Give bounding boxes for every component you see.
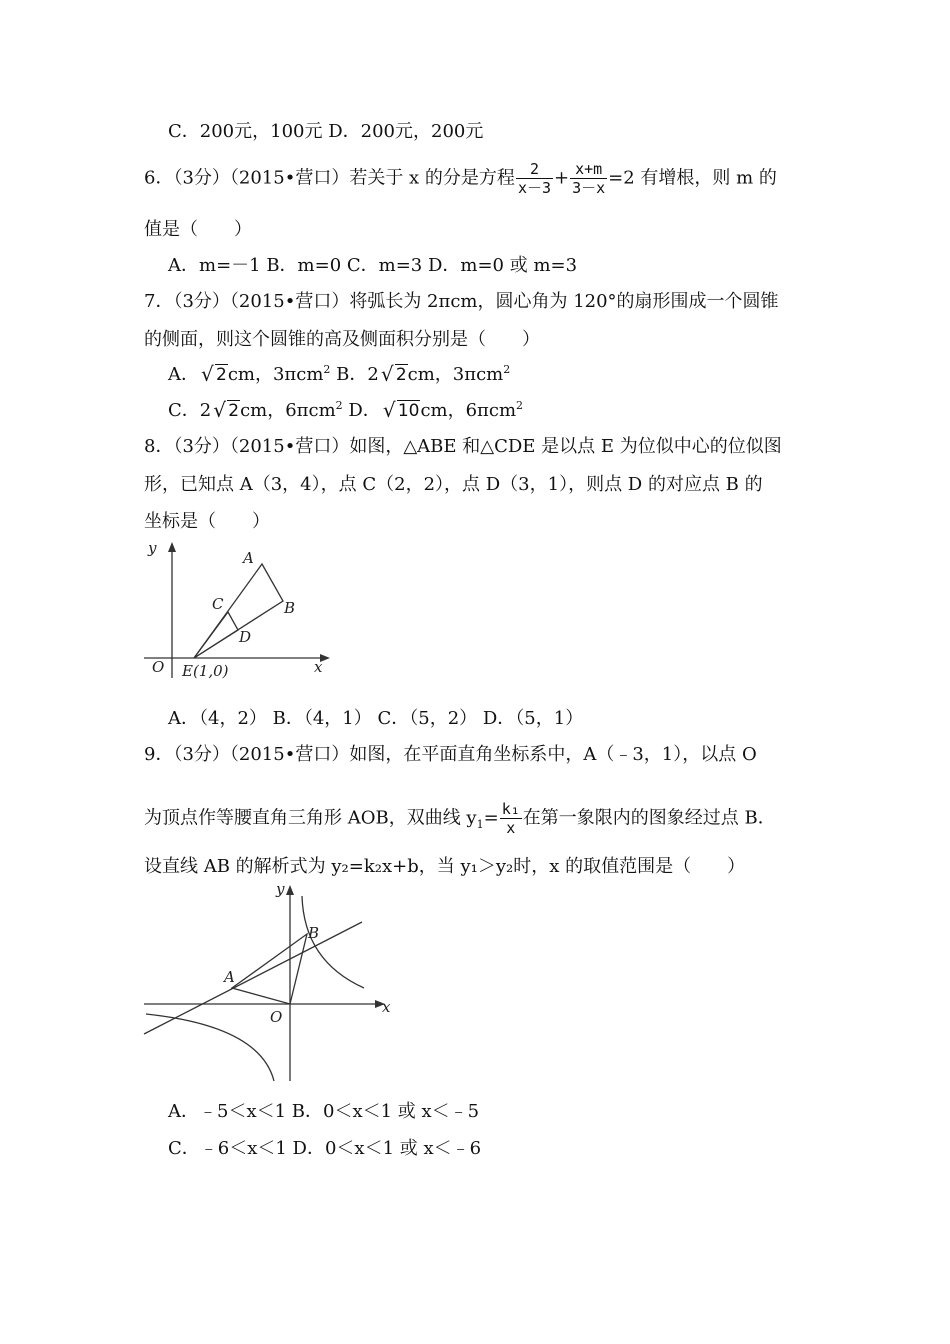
y-axis-arrow-icon — [168, 542, 176, 552]
label-y: y — [148, 539, 157, 557]
sqrt-icon: √ 2 — [380, 362, 407, 386]
label-c: C — [212, 595, 224, 613]
q9-stem-line1: 9．（3分）（2015•营口）如图，在平面直角坐标系中，A（﹣3，1），以点 O — [144, 744, 757, 765]
q9-figure — [140, 876, 400, 1086]
label-b: B — [284, 599, 296, 617]
label-o: O — [152, 658, 165, 676]
label-o: O — [270, 1008, 283, 1026]
y-axis-arrow-icon — [286, 885, 294, 895]
label-e: E(1,0) — [182, 662, 229, 680]
hyperbola-branch-1 — [302, 896, 364, 988]
hyperbola-branch-3 — [146, 1014, 274, 1081]
q6-stem-line2: 值是（ ） — [144, 219, 252, 240]
label-x: x — [314, 658, 323, 676]
triangle-cde — [194, 612, 238, 658]
sqrt-icon: √ 10 — [382, 398, 420, 422]
q8-stem-line1: 8．（3分）（2015•营口）如图，△ABE 和△CDE 是以点 E 为位似中心的位似图 — [144, 436, 782, 457]
q6-fraction-1: $\frac{2}{x-3}$ — [517, 160, 551, 197]
q8-stem-line2: 形，已知点 A（3，4），点 C（2，2），点 D（3，1），则点 D 的对应点 B 的 — [144, 474, 763, 495]
q9-stem-line2: 为顶点作等腰直角三角形 AOB，双曲线 $y_1=$ $\frac{\text{k₁}}{x}$ 在第一象限内的图象经过点 B． — [144, 800, 776, 837]
q7-options-ab: A． √ 2cm，3πcm$^2$ B．2 √ 2cm，3πcm$^2$ — [168, 362, 511, 386]
label-b: B — [308, 924, 320, 942]
q6-options: A．m=－1 B．m=0 C．m=3 D．m=0 或 m=3 — [168, 255, 578, 276]
label-d: D — [239, 628, 252, 646]
q8-options: A．（4，2） B．（4，1） C．（5，2） D．（5，1） — [168, 708, 584, 729]
q9-options-ab: A．﹣5＜x＜1 B．0＜x＜1 或 x＜﹣5 — [168, 1101, 480, 1122]
sqrt-icon: √ 2 — [201, 362, 227, 386]
q8-stem-line3: 坐标是（ ） — [144, 511, 270, 532]
q6-fraction-2: $\frac{x+m}{3-x}$ — [572, 160, 606, 197]
q6-stem-line1 — [144, 160, 777, 197]
q5-options-cd: C．200元，100元 D．200元，200元 — [168, 121, 484, 142]
q7-stem-line1: 7．（3分）（2015•营口）将弧长为 2πcm，圆心角为 120°的扇形围成一个圆锥 — [144, 291, 779, 312]
q9-options-cd: C．﹣6＜x＜1 D．0＜x＜1 或 x＜﹣6 — [168, 1138, 482, 1159]
q7-stem-line2: 的侧面，则这个圆锥的高及侧面积分别是（ ） — [144, 329, 540, 350]
q9-fraction: $\frac{\text{k₁}}{x}$ — [501, 800, 520, 837]
label-a: A — [224, 968, 235, 986]
q6-stem-b: =2 有增根，则 m 的 — [608, 167, 777, 189]
q7-options-cd: C．2 √ 2cm，6πcm$^2$ D． √ 10cm，6πcm$^2$ — [168, 398, 524, 422]
sqrt-icon: √ 2 — [213, 398, 240, 422]
label-x: x — [382, 998, 391, 1016]
q9-stem-line3: 设直线 AB 的解析式为 y₂=k₂x+b，当 y₁＞y₂时，x 的取值范围是（ ） — [144, 856, 746, 877]
q6-plus: + — [554, 167, 570, 189]
q6-stem-a: 6．（3分）（2015•营口）若关于 x 的分是方程 — [144, 167, 515, 189]
line-ab — [144, 922, 362, 1034]
q8-figure — [140, 538, 335, 683]
label-a: A — [243, 549, 254, 567]
label-y: y — [276, 880, 285, 898]
